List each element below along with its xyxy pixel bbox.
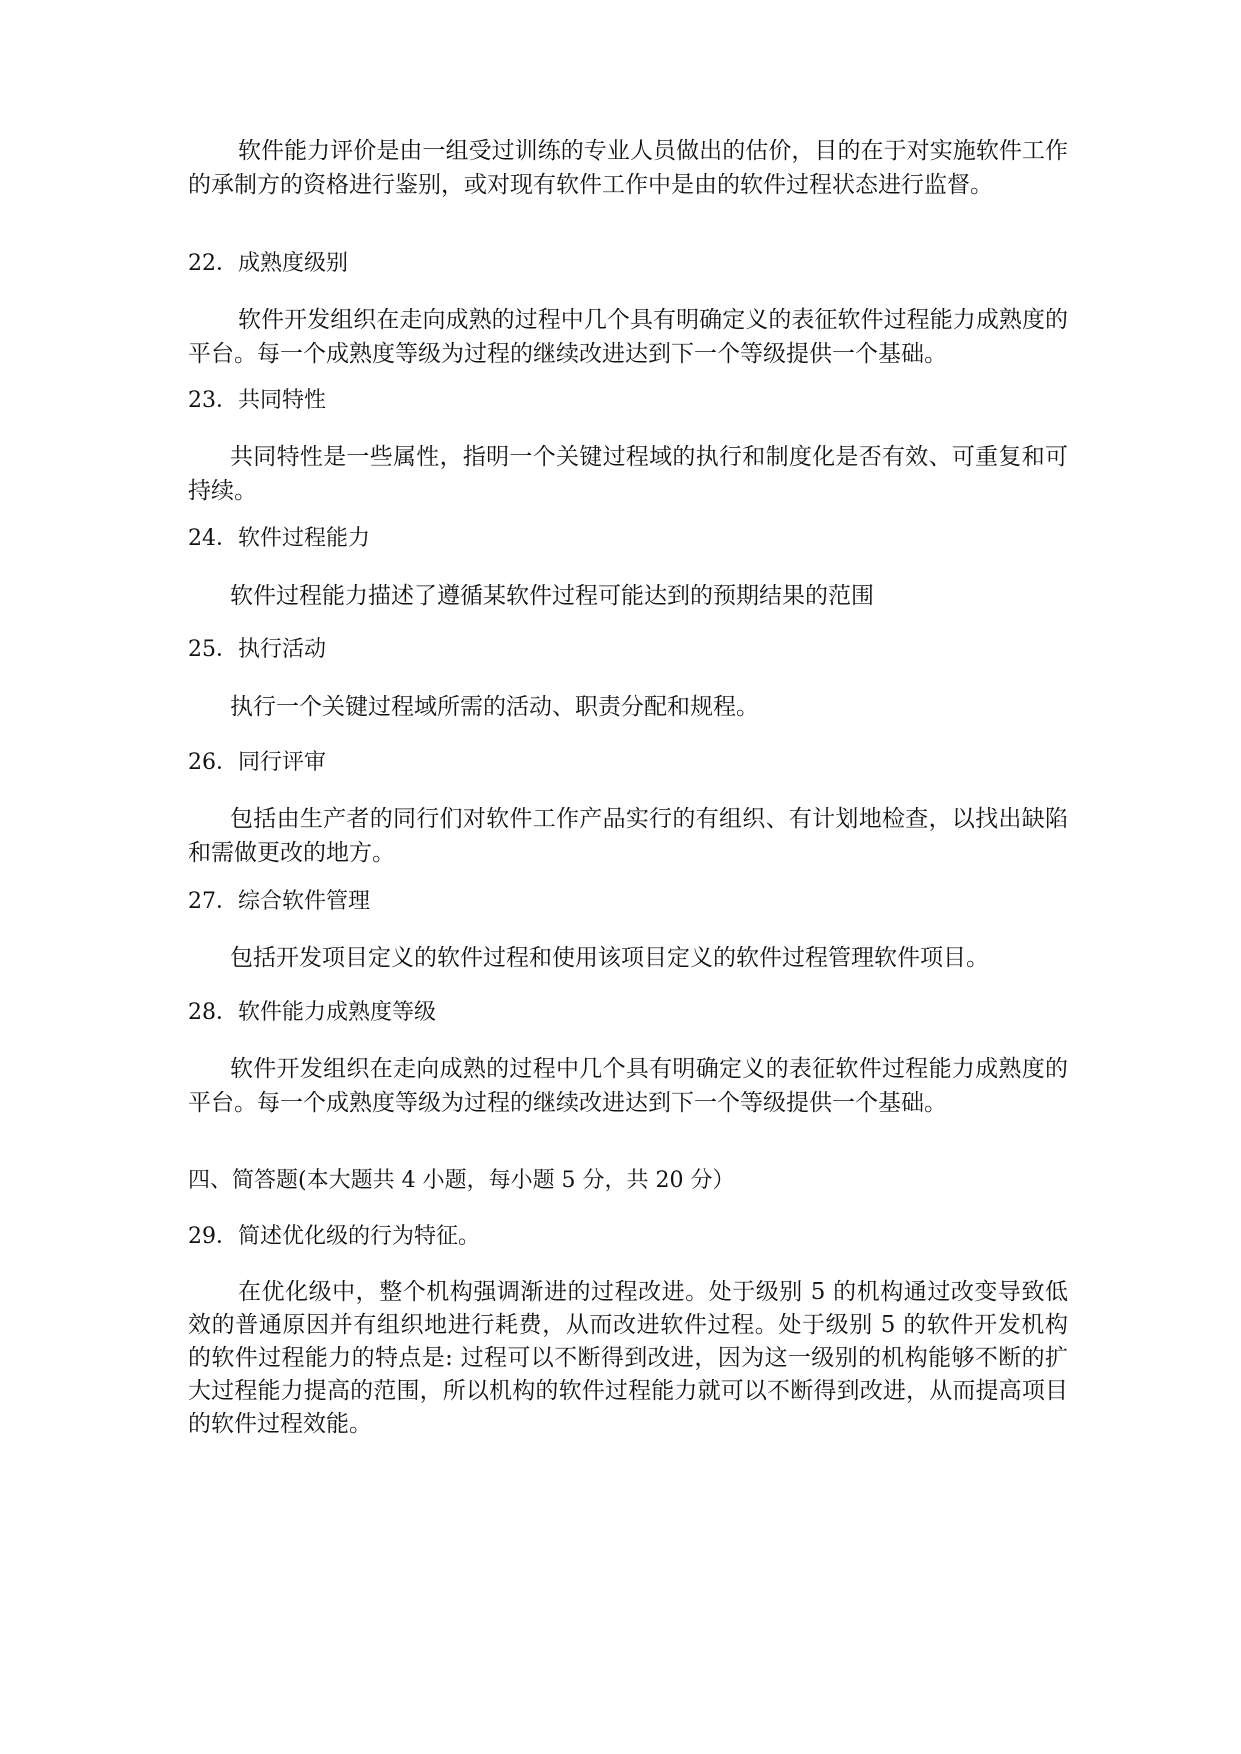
heading-26: 26．同行评审 (188, 750, 326, 775)
paragraph-25: 执行一个关键过程域所需的活动、职责分配和规程。 (230, 694, 759, 720)
heading-23: 23．共同特性 (188, 388, 326, 413)
paragraph-29: 在优化级中，整个机构强调渐进的过程改进。处于级别 5 的机构通过改变导致低效的普通原因并有组织地进行耗费，从而改进软件过程。处于级别 5 的软件开发机构的软件过程能力的特点是: 过程可以不断得到改进，因为这一级别的机构能够不断的扩大过程能力提高的范围，所以机构的软件过程能力就可以不断得到改进，从而提高项目的软件过程效能。 (188, 1279, 1068, 1437)
heading-24: 24．软件过程能力 (188, 526, 370, 551)
paragraph-27: 包括开发项目定义的软件过程和使用该项目定义的软件过程管理软件项目。 (230, 945, 989, 971)
paragraph-22: 软件开发组织在走向成熟的过程中几个具有明确定义的表征软件过程能力成熟度的平台。每一个成熟度等级为过程的继续改进达到下一个等级提供一个基础。 (188, 307, 1068, 367)
paragraph-24: 软件过程能力描述了遵循某软件过程可能达到的预期结果的范围 (230, 583, 874, 609)
paragraph-23: 共同特性是一些属性，指明一个关键过程域的执行和制度化是否有效、可重复和可持续。 (188, 444, 1068, 504)
heading-28: 28．软件能力成熟度等级 (188, 1000, 436, 1025)
heading-25: 25．执行活动 (188, 637, 326, 662)
paragraph-soft-capability-eval: 软件能力评价是由一组受过训练的专业人员做出的估价，目的在于对实施软件工作的承制方的资格进行鉴别，或对现有软件工作中是由的软件过程状态进行监督。 (188, 138, 1068, 198)
paragraph-26: 包括由生产者的同行们对软件工作产品实行的有组织、有计划地检查，以找出缺陷和需做更改的地方。 (188, 806, 1068, 866)
heading-section-4: 四、简答题(本大题共 4 小题，每小题 5 分，共 20 分） (188, 1168, 735, 1193)
heading-29: 29．简述优化级的行为特征。 (188, 1224, 480, 1249)
heading-27: 27．综合软件管理 (188, 889, 370, 914)
heading-22: 22．成熟度级别 (188, 251, 348, 276)
paragraph-28: 软件开发组织在走向成熟的过程中几个具有明确定义的表征软件过程能力成熟度的平台。每一个成熟度等级为过程的继续改进达到下一个等级提供一个基础。 (188, 1056, 1068, 1116)
